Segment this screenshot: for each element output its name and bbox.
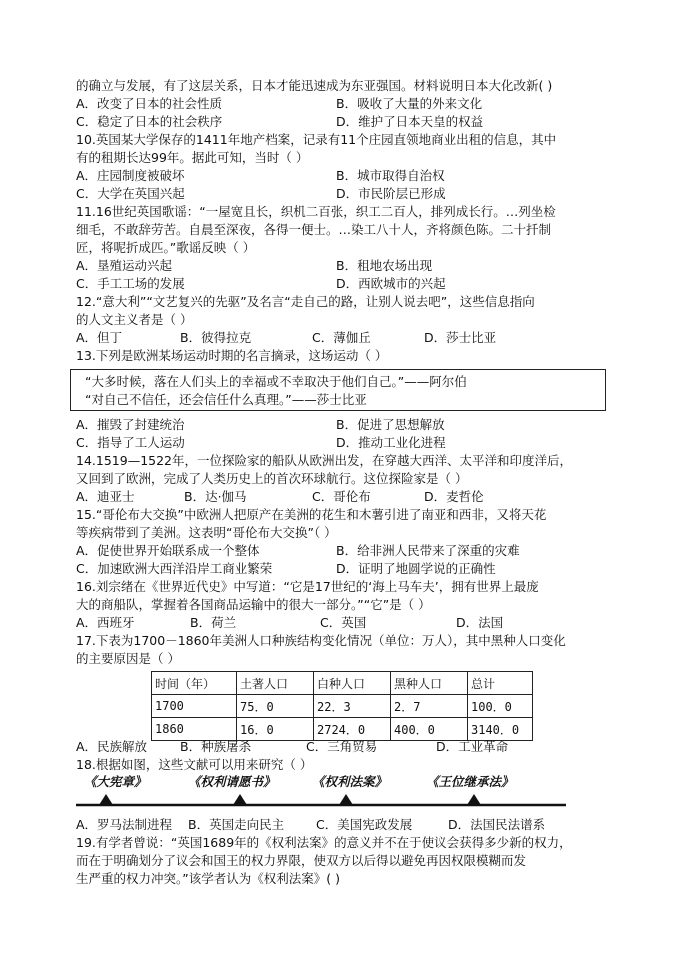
quote-box	[70, 369, 606, 411]
quote-line-1: “大多时候，落在人们头上的幸福或不幸取决于他们自己。”——阿尔伯	[85, 374, 467, 389]
table-cell: 1860	[152, 718, 237, 741]
q13-option-b: B．促进了思想解放	[336, 417, 445, 432]
table-header-cell: 总计	[468, 672, 533, 695]
question-12-text-2: 的人文主义者是（ ）	[76, 312, 193, 327]
q17-option-c: C．三角贸易	[306, 739, 378, 754]
q9-option-b: B．吸收了大量的外来文化	[336, 96, 483, 111]
q17-option-a: A．民族解放	[76, 739, 148, 754]
q12-option-b: B．彼得拉克	[180, 330, 252, 345]
question-16-text: 16.刘宗绪在《世界近代史》中写道：“它是17世纪的‘海上马车夫’，拥有世界上最庞	[76, 579, 539, 594]
q13-option-d: D．推动工业化进程	[336, 435, 446, 450]
timeline-label: 《权利法案》	[312, 774, 388, 789]
timeline-label: 《大宪章》	[84, 774, 147, 789]
question-16-text-2: 大的商船队，掌握着各国商品运输中的很大一部分。”“它”是（ ）	[76, 597, 431, 612]
q11-option-c: C．手工工场的发展	[76, 276, 185, 291]
timeline-graphic	[76, 772, 612, 812]
q12-option-d: D．莎士比亚	[424, 330, 497, 345]
question-11-text-3: 匠，将呢折成匹。”歌谣反映（ ）	[76, 240, 256, 255]
question-18-text: 18.根据如图，这些文献可以用来研究（ ）	[76, 757, 313, 772]
q10-option-d: D．市民阶层已形成	[336, 186, 446, 201]
q10-option-c: C．大学在英国兴起	[76, 186, 185, 201]
table-header-cell: 白种人口	[314, 672, 391, 695]
q10-option-a: A．庄园制度被破坏	[76, 168, 185, 183]
q9-option-c: C．稳定了日本的社会秩序	[76, 114, 223, 129]
q17-option-b: B．种族屠杀	[180, 739, 252, 754]
table-header-cell: 黑种人口	[391, 672, 468, 695]
table-cell: 400．0	[391, 718, 468, 741]
timeline-marker-triangle	[339, 794, 353, 805]
q10-option-b: B．城市取得自治权	[336, 168, 445, 183]
q18-option-d: D．法国民法谱系	[448, 817, 546, 832]
timeline-marker-triangle	[233, 794, 247, 805]
timeline-marker-triangle	[99, 794, 113, 805]
q16-option-b: B．荷兰	[190, 615, 237, 630]
document-timeline	[76, 772, 612, 812]
q14-option-d: D．麦哲伦	[424, 489, 484, 504]
question-15-text-2: 等疾病带到了美洲。这表明“哥伦布大交换”（ ）	[76, 525, 337, 540]
table-cell: 16．0	[237, 718, 314, 741]
timeline-marker-triangle	[467, 794, 481, 805]
table-cell: 3140．0	[468, 718, 533, 741]
question-17-text-2: 的主要原因是（ ）	[76, 651, 180, 666]
q9-option-a: A．改变了日本的社会性质	[76, 96, 223, 111]
q15-option-a: A．促使世界开始联系成一个整体	[76, 543, 260, 558]
q15-option-d: D．证明了地圆学说的正确性	[336, 561, 496, 576]
quote-line-2: “对自己不信任，还会信任什么真理。”——莎士比亚	[85, 392, 367, 407]
question-15-text: 15.“哥伦布大交换”中欧洲人把原产在美洲的花生和木薯引进了南亚和西非，又将天花	[76, 507, 547, 522]
table-cell: 75．0	[237, 695, 314, 718]
q18-option-c: C．美国宪政发展	[316, 817, 413, 832]
question-19-text-3: 生严重的权力冲突。”该学者认为《权利法案》( )	[76, 871, 340, 886]
q16-option-c: C．英国	[320, 615, 367, 630]
question-14-text-2: 又回到了欧洲，完成了人类历史上的首次环球航行。这位探险家是（ ）	[76, 471, 468, 486]
question-11-text-2: 细毛，不敢辞劳苦。自晨至深夜，各得一便士。…染工八十人，齐将颜色陈。二十扦制	[76, 222, 552, 237]
question-10-text-2: 有的租期长达99年。据此可知，当时（ ）	[76, 150, 309, 165]
q16-option-d: D．法国	[456, 615, 504, 630]
question-13-text: 13.下列是欧洲某场运动时期的名言摘录，这场运动（ ）	[76, 348, 388, 363]
question-9-text: 的确立与发展，有了这层关系，日本才能迅速成为东亚强国。材料说明日本大化改新( )	[76, 78, 553, 93]
timeline-label: 《王位继承法》	[426, 774, 514, 789]
question-14-text: 14.1519—1522年，一位探险家的船队从欧洲出发，在穿越大西洋、太平洋和印度洋后，	[76, 453, 573, 468]
q17-option-d: D．工业革命	[436, 739, 509, 754]
q13-option-a: A．摧毁了封建统治	[76, 417, 185, 432]
q9-option-d: D．维护了日本天皇的权益	[336, 114, 484, 129]
q15-option-c: C．加速欧洲大西洋沿岸工商业繁荣	[76, 561, 273, 576]
q11-option-b: B．租地农场出现	[336, 258, 433, 273]
q13-option-c: C．指导了工人运动	[76, 435, 185, 450]
table-cell: 2．7	[391, 695, 468, 718]
q12-option-c: C．薄伽丘	[312, 330, 371, 345]
q14-option-a: A．迪亚士	[76, 489, 135, 504]
question-19-text: 19.有学者曾说：“英国1689年的《权利法案》的意义并不在于使议会获得多少新的权力，	[76, 835, 572, 850]
table-cell: 22．3	[314, 695, 391, 718]
q16-option-a: A．西班牙	[76, 615, 135, 630]
population-table	[151, 671, 533, 741]
table-cell: 1700	[152, 695, 237, 718]
question-19-text-2: 而在于明确划分了议会和国王的权力界限，使双方以后得以避免再因权限模糊而发	[76, 853, 527, 868]
table-row	[152, 695, 533, 718]
question-17-text: 17.下表为1700－1860年美洲人口种族结构变化情况（单位：万人），其中黑种人口变化	[76, 633, 566, 648]
timeline-label: 《权利请愿书》	[188, 774, 276, 789]
question-10-text: 10.英国某大学保存的1411年地产档案，记录有11个庄园直领地商业出租的信息，其中	[76, 132, 557, 147]
q14-option-c: C．哥伦布	[312, 489, 371, 504]
q18-option-a: A．罗马法制进程	[76, 817, 173, 832]
table-header-row	[152, 672, 533, 695]
q11-option-a: A．垦殖运动兴起	[76, 258, 173, 273]
q18-option-b: B．英国走向民主	[188, 817, 285, 832]
q11-option-d: D．西欧城市的兴起	[336, 276, 446, 291]
table-header-cell: 时间（年）	[152, 672, 237, 695]
question-11-text: 11.16世纪英国歌谣：“一屋宽且长，织机二百张，织工二百人，排列成长行。…列坐检	[76, 204, 556, 219]
table-header-cell: 土著人口	[237, 672, 314, 695]
q15-option-b: B．给非洲人民带来了深重的灾难	[336, 543, 520, 558]
q14-option-b: B．达·伽马	[184, 489, 247, 504]
question-12-text: 12.“意大利”“文艺复兴的先驱”及名言“走自己的路，让别人说去吧”，这些信息指向	[76, 294, 535, 309]
table-cell: 100．0	[468, 695, 533, 718]
q12-option-a: A．但丁	[76, 330, 123, 345]
table-cell: 2724．0	[314, 718, 391, 741]
